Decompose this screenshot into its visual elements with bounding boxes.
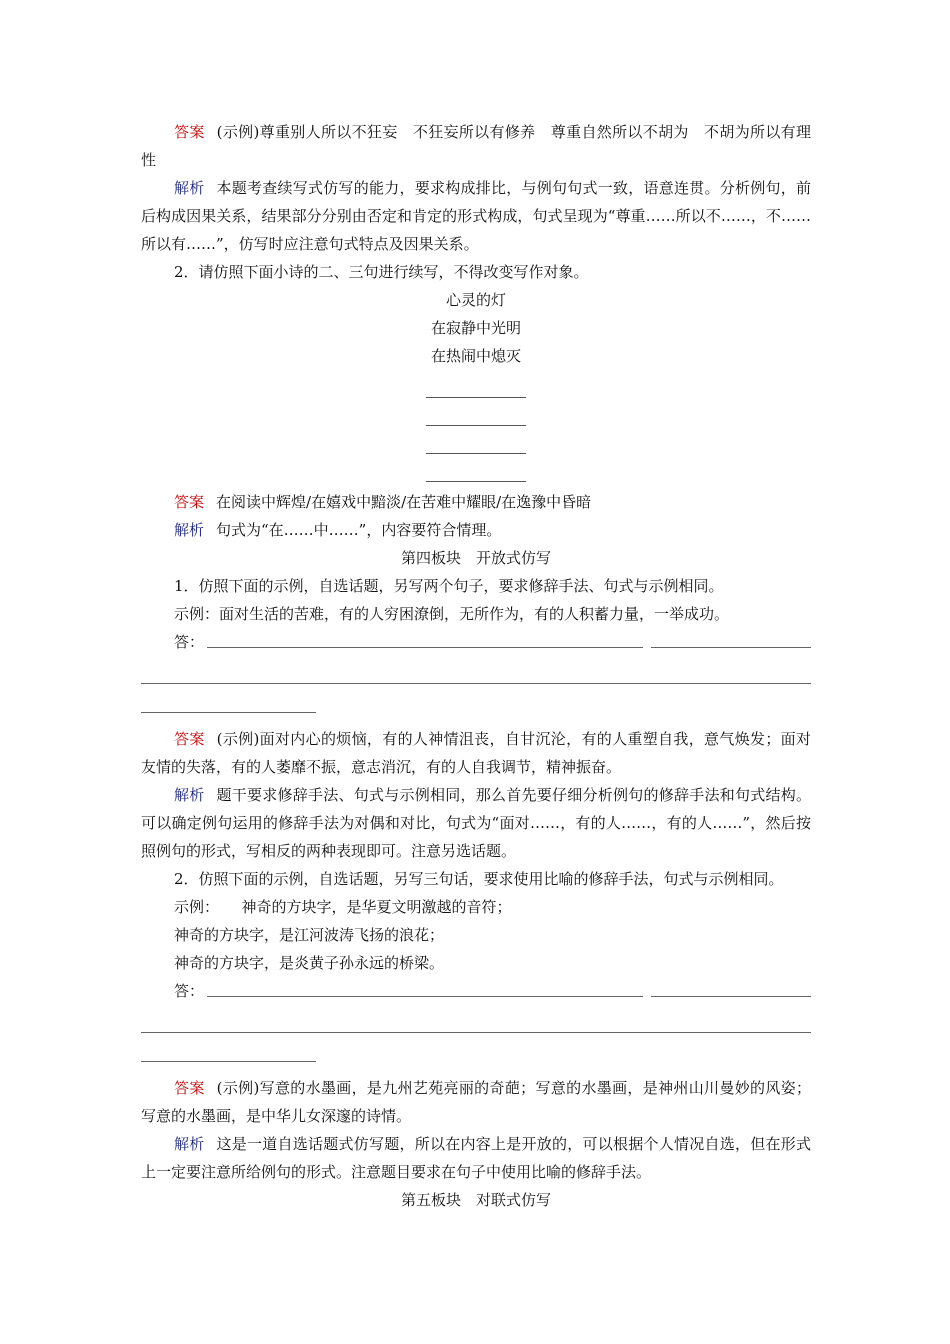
example-line: 神奇的方块字，是炎黄子孙永远的桥梁。: [174, 954, 445, 972]
answer-text: (示例)写意的水墨画，是九州艺苑亮丽的奇葩；写意的水墨画，是神州山川曼妙的风姿；写意的水墨画，是中华儿女深邃的诗情。: [141, 1079, 811, 1125]
blank-line[interactable]: [426, 425, 526, 426]
answer-label: 答案: [174, 1079, 205, 1097]
answer-field[interactable]: [141, 628, 811, 656]
analysis-paragraph: [141, 516, 811, 544]
underline: [207, 647, 643, 648]
answer-field[interactable]: [141, 977, 811, 1005]
question-text: 1．仿照下面的示例，自选话题，另写两个句子，要求修辞手法、句式与示例相同。: [174, 577, 724, 595]
question-text: 2．仿照下面的示例，自选话题，另写三句话，要求使用比喻的修辞手法，句式与示例相同。: [174, 870, 784, 888]
analysis-paragraph: [141, 174, 811, 258]
analysis-label: 解析: [174, 786, 205, 804]
answer-line[interactable]: [141, 683, 811, 684]
analysis-text: 句式为“在……中……”，内容要符合情理。: [216, 521, 502, 539]
answer-paragraph: [141, 118, 811, 174]
answer-paragraph: [141, 1074, 811, 1130]
answer-text: (示例)面对内心的烦恼，有的人神情沮丧，自甘沉沦，有的人重塑自我，意气焕发；面对友情的失落，有的人萎靡不振，意志消沉，有的人自我调节，精神振奋。: [141, 730, 811, 776]
answer-label: 答案: [174, 730, 205, 748]
section-heading: 第五板块 对联式仿写: [400, 1191, 551, 1209]
example-line: 神奇的方块字，是江河波涛飞扬的浪花；: [174, 926, 445, 944]
answer-paragraph: [141, 725, 811, 781]
answer-text: (示例)尊重别人所以不狂妄 不狂妄所以有修养 尊重自然所以不胡为 不胡为所以有理性: [141, 123, 811, 169]
poem-line: 心灵的灯: [445, 291, 506, 309]
answer-prompt: 答：: [174, 982, 205, 1000]
answer-line[interactable]: [141, 1032, 811, 1033]
analysis-label: 解析: [174, 1135, 205, 1153]
analysis-text: 这是一道自选话题式仿写题，所以在内容上是开放的，可以根据个人情况自选，但在形式上一定要注意所给例句的形式。注意题目要求在句子中使用比喻的修辞手法。: [141, 1135, 811, 1181]
answer-prompt: 答：: [174, 633, 205, 651]
analysis-label: 解析: [174, 521, 205, 539]
analysis-paragraph: [141, 1130, 811, 1186]
example-text: 示例：面对生活的苦难，有的人穷困潦倒，无所作为，有的人积蓄力量，一举成功。: [174, 605, 730, 623]
question-text: 2．请仿照下面小诗的二、三句进行续写，不得改变写作对象。: [174, 263, 589, 281]
blank-line[interactable]: [426, 453, 526, 454]
poem-line: 在寂静中光明: [430, 319, 521, 337]
underline: [207, 996, 643, 997]
answer-text: 在阅读中辉煌/在嬉戏中黯淡/在苦难中耀眼/在逸豫中昏暗: [216, 493, 592, 511]
analysis-paragraph: [141, 781, 811, 865]
analysis-text: 本题考查续写式仿写的能力，要求构成排比，与例句句式一致，语意连贯。分析例句，前后构成因果关系，结果部分分别由否定和肯定的形式构成，句式呈现为“尊重……所以不……，不……所以有……”，仿写时应注意句式特点及因果关系。: [141, 179, 811, 253]
answer-label: 答案: [174, 123, 205, 141]
underline: [651, 647, 811, 648]
underline: [651, 996, 811, 997]
document-page: [141, 118, 811, 1214]
answer-paragraph: [141, 488, 811, 516]
poem-line: 在热闹中熄灭: [430, 347, 521, 365]
blank-line[interactable]: [426, 397, 526, 398]
section-heading: 第四板块 开放式仿写: [400, 549, 551, 567]
analysis-text: 题干要求修辞手法、句式与示例相同，那么首先要仔细分析例句的修辞手法和句式结构。可以确定例句运用的修辞手法为对偶和对比，句式为“面对……，有的人……，有的人……”，然后按照例句的形式，写相反的两种表现即可。注意另选话题。: [141, 786, 811, 860]
analysis-label: 解析: [174, 179, 205, 197]
answer-label: 答案: [174, 493, 205, 511]
example-line: 示例： 神奇的方块字，是华夏文明激越的音符；: [174, 898, 512, 916]
